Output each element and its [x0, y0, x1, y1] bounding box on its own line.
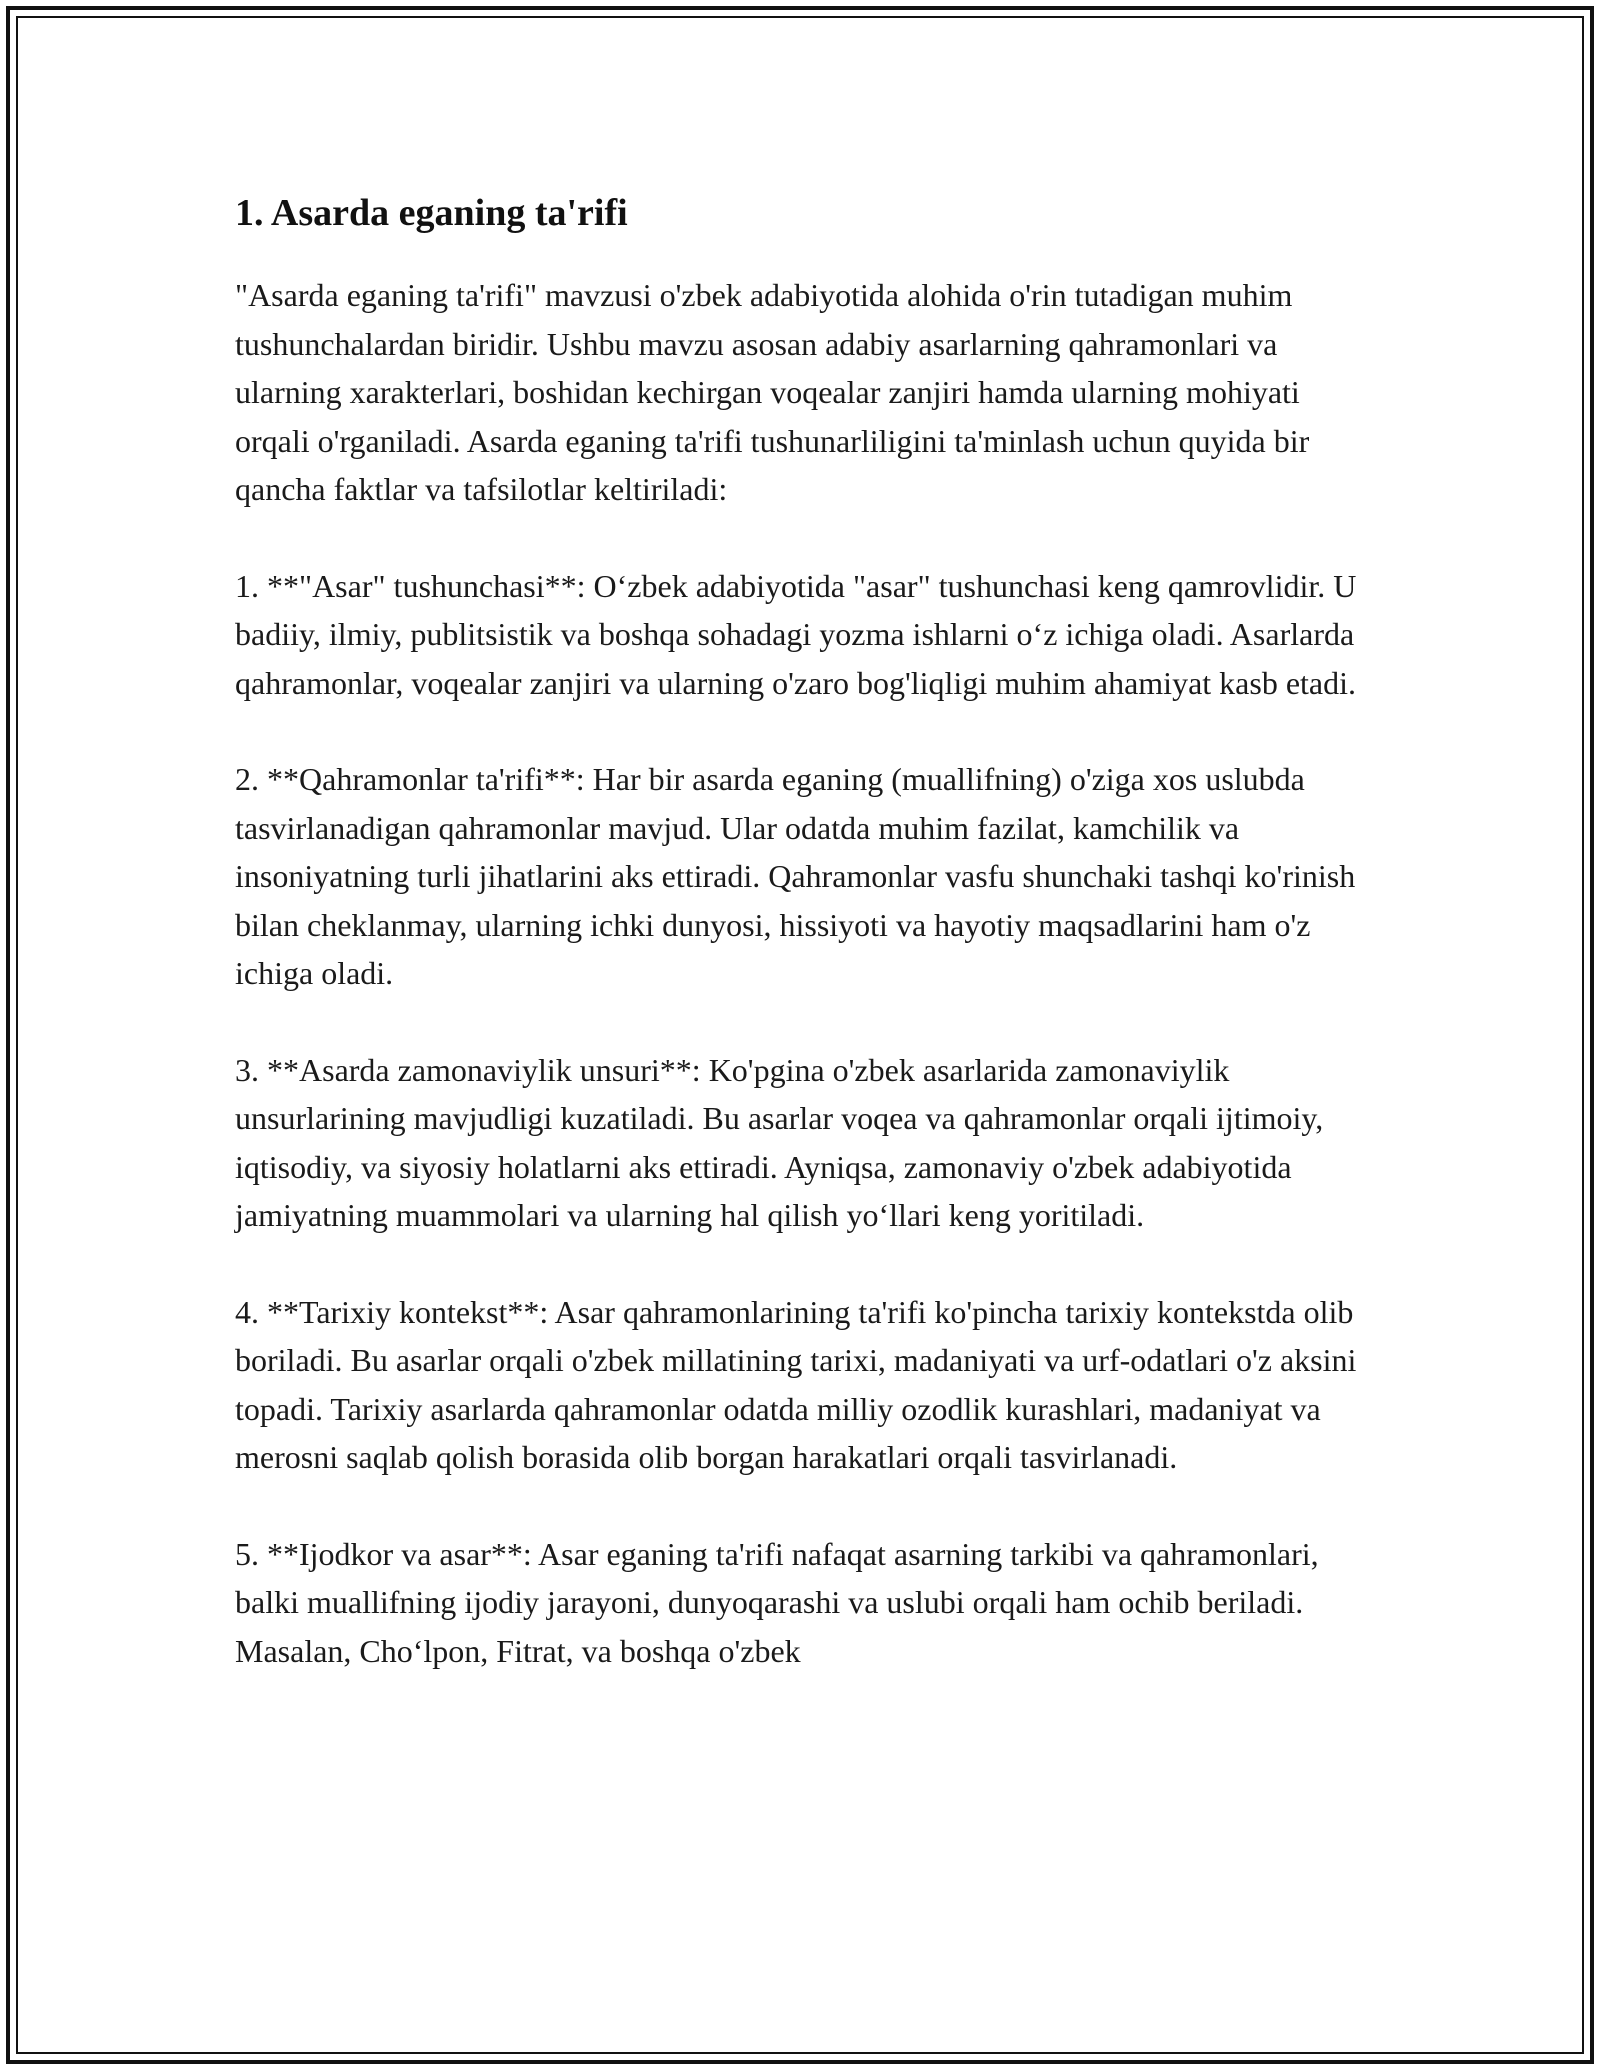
section-heading: 1. Asarda eganing ta'rifi: [235, 192, 628, 234]
list-item-author-and-work: 5. **Ijodkor va asar**: Asar eganing ta'rifi nafaqat asarning tarkibi va qahramonlari, balki muallifning ijodiy jarayoni, dunyoqarashi va uslubi orqali ham ochib beriladi. Masalan, Cho‘lpon, Fitrat, va boshqa o'zbek: [235, 1535, 1319, 1669]
intro-paragraph: "Asarda eganing ta'rifi" mavzusi o'zbek adabiyotida alohida o'rin tutadigan muhim tushunchalardan biridir. Ushbu mavzu asosan adabiy asarlarning qahramonlari va ularning xarakterlari, boshidan kechirgan voqealar zanjiri hamda ularning mohiyati orqali o'rganiladi. Asarda eganing ta'rifi tushunarliligini ta'minlash uchun quyida bir qancha faktlar va tafsilotlar keltiriladi:: [235, 277, 1310, 507]
list-item-modernity: 3. **Asarda zamonaviylik unsuri**: Ko'pgina o'zbek asarlarida zamonaviylik unsurlarining mavjudligi kuzatiladi. Bu asarlar voqea va qahramonlar orqali ijtimoiy, iqtisodiy, va siyosiy holatlarni aks ettiradi. Ayniqsa, zamonaviy o'zbek adabiyotida jamiyatning muammolari va ularning hal qilish yo‘llari keng yoritiladi.: [235, 1051, 1324, 1233]
list-item-heroes-definition: 2. **Qahramonlar ta'rifi**: Har bir asarda eganing (muallifning) o'ziga xos uslubda tasvirlanadigan qahramonlar mavjud. Ular odatda muhim fazilat, kamchilik va insoniyatning turli jihatlarini aks ettiradi. Qahramonlar vasfu shunchaki tashqi ko'rinish bilan cheklanmay, ularning ichki dunyosi, hissiyoti va hayotiy maqsadlarini ham o'z ichiga oladi.: [235, 761, 1356, 991]
list-item-asar-concept: 1. **"Asar" tushunchasi**: O‘zbek adabiyotida "asar" tushunchasi keng qamrovlidir. U badiiy, ilmiy, publitsistik va boshqa sohadagi yozma ishlarni o‘z ichiga oladi. Asarlarda qahramonlar, voqealar zanjiri va ularning o'zaro bog'liqligi muhim ahamiyat kasb etadi.: [235, 567, 1357, 701]
list-item-historical-context: 4. **Tarixiy kontekst**: Asar qahramonlarining ta'rifi ko'pincha tarixiy kontekstda olib boriladi. Bu asarlar orqali o'zbek millatining tarixi, madaniyati va urf-odatlari o'z aksini topadi. Tarixiy asarlarda qahramonlar odatda milliy ozodlik kurashlari, madaniyat va merosni saqlab qolish borasida olib borgan harakatlari orqali tasvirlanadi.: [235, 1293, 1357, 1475]
document-body: [235, 185, 1365, 1723]
